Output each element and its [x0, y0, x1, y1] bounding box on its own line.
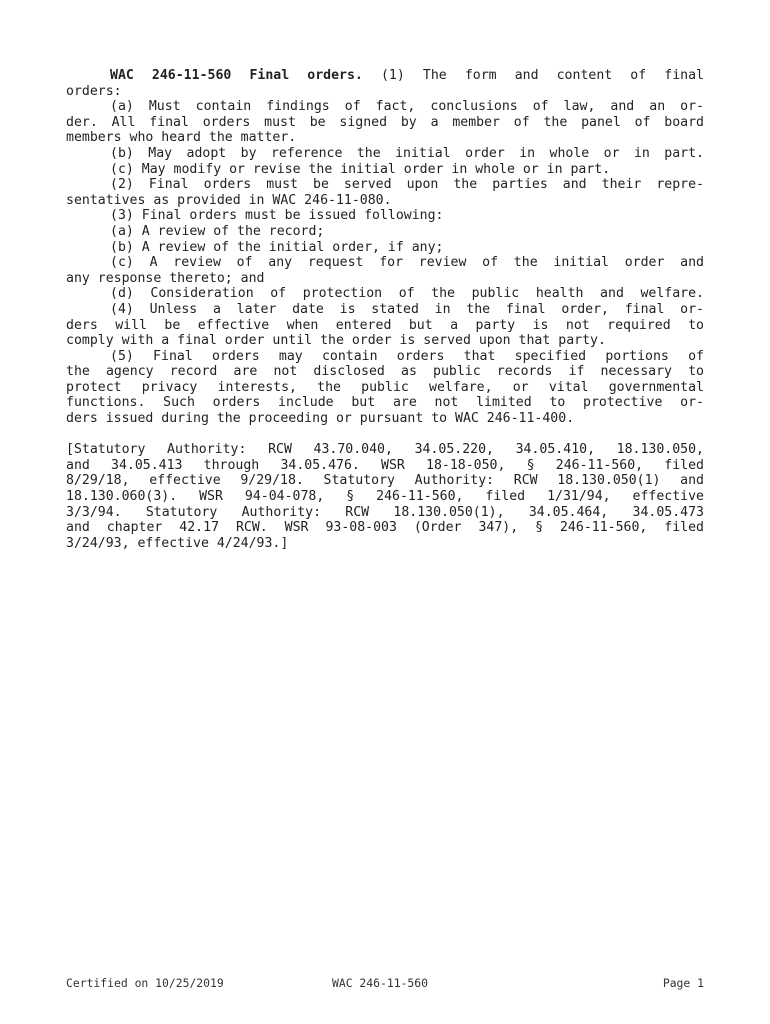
- paragraph-line: orders:: [66, 83, 122, 99]
- page-number: Page 1: [662, 976, 704, 990]
- section-heading-rest: (1) The form and content of final: [380, 68, 704, 83]
- paragraph-line: (b) May adopt by reference the initial order in whole or in part.: [110, 145, 704, 161]
- paragraph-line: (5) Final orders may contain orders that specified portions of: [110, 348, 704, 364]
- paragraph-line: (d) Consideration of protection of the public health and welfare.: [110, 286, 704, 302]
- paragraph-line: (4) Unless a later date is stated in the final order, final or-: [110, 301, 704, 317]
- paragraph-line: any response thereto; and: [66, 270, 265, 286]
- history-line: and chapter 42.17 RCW. WSR 93-08-003 (Order 347), § 246-11-560, filed: [66, 520, 704, 536]
- paragraph-line: der. All final orders must be signed by a member of the panel of board: [66, 114, 704, 130]
- paragraph-line: sentatives as provided in WAC 246-11-080.: [66, 192, 392, 208]
- certified-date: Certified on 10/25/2019: [66, 976, 224, 990]
- paragraph-line: the agency record are not disclosed as public records if necessary to: [66, 364, 704, 380]
- paragraph-line: (b) A review of the initial order, if any;: [110, 239, 444, 255]
- history-line: 8/29/18, effective 9/29/18. Statutory Authority: RCW 18.130.050(1) and: [66, 473, 704, 489]
- paragraph-spacer: [66, 427, 704, 443]
- page-footer: [66, 975, 704, 991]
- paragraph-line: ders will be effective when entered but a party is not required to: [66, 317, 704, 333]
- history-line: [Statutory Authority: RCW 43.70.040, 34.05.220, 34.05.410, 18.130.050,: [66, 442, 704, 458]
- section-body: [66, 68, 704, 551]
- history-line: and 34.05.413 through 34.05.476. WSR 18-18-050, § 246-11-560, filed: [66, 457, 704, 473]
- paragraph-line: (a) Must contain findings of fact, conclusions of law, and an or-: [110, 99, 704, 115]
- section-number: WAC 246-11-560: [110, 68, 232, 83]
- section-heading-line: [66, 68, 704, 84]
- footer-wac-number: WAC 246-11-560: [332, 976, 429, 990]
- paragraph-line: (3) Final orders must be issued following:: [110, 208, 444, 224]
- section-title: Final orders.: [249, 68, 363, 83]
- paragraph-line: protect privacy interests, the public welfare, or vital governmental: [66, 379, 704, 395]
- paragraph-line: (c) May modify or revise the initial order in whole or in part.: [110, 161, 611, 177]
- paragraph-line: comply with a final order until the order is served upon that party.: [66, 333, 606, 349]
- paragraph-line: (c) A review of any request for review of the initial order and: [110, 255, 704, 271]
- history-line: 3/3/94. Statutory Authority: RCW 18.130.050(1), 34.05.464, 34.05.473: [66, 504, 704, 520]
- paragraph-line: (a) A review of the record;: [110, 223, 325, 239]
- paragraph-line: members who heard the matter.: [66, 130, 297, 146]
- paragraph-line: (2) Final orders must be served upon the parties and their repre-: [110, 177, 704, 193]
- history-line: 18.130.060(3). WSR 94-04-078, § 246-11-560, filed 1/31/94, effective: [66, 489, 704, 505]
- paragraph-line: functions. Such orders include but are not limited to protective or-: [66, 395, 704, 411]
- history-line: 3/24/93, effective 4/24/93.]: [66, 535, 289, 551]
- paragraph-line: ders issued during the proceeding or pursuant to WAC 246-11-400.: [66, 411, 575, 427]
